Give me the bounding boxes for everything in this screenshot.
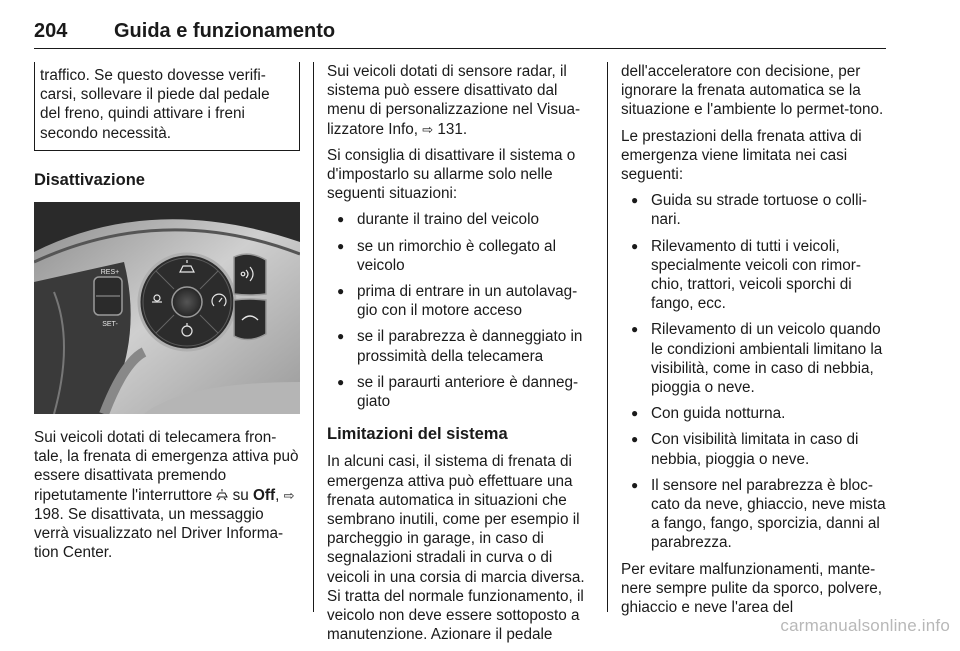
- page-header: [34, 18, 886, 49]
- chapter-title: Guida e funzionamento: [114, 20, 336, 42]
- column-2: [327, 62, 593, 651]
- list-item: ● Rilevamento di un veicolo quando le condizioni ambientali limitano la visibilità, come in caso di nebbia, pioggia o neve.: [621, 320, 889, 397]
- list-item: ● Con guida notturna.: [621, 404, 889, 423]
- continued-note-box: traffico. Se questo dovesse verifi-carsi, sollevare il piede dal pedale del freno, quindi attivare i freni secondo necessità.: [34, 62, 300, 151]
- column-divider-2: [607, 62, 608, 612]
- off-setting: Off: [252, 486, 276, 504]
- list-item: ● durante il traino del veicolo: [327, 210, 593, 229]
- deactivation-paragraph: Sui veicoli dotati di telecamera fron-tale, la frenata di emergenza attiva può essere disattivata premendo ripetutamente l'interruttore su Off, ⇨ 198. Se disattivata, un messaggio verrà visualizzato nel Driver Informa-tion Center.: [34, 429, 299, 562]
- page-number: 204: [34, 20, 68, 42]
- column-divider-1: [313, 62, 314, 612]
- center-button: [172, 287, 202, 317]
- site-watermark: carmanualsonline.info: [780, 616, 950, 635]
- steering-wheel-controls-figure: [34, 202, 300, 414]
- radar-paragraph: Sui veicoli dotati di sensore radar, il sistema può essere disattivato dal menu di personalizzazione nel Visua-lizzatore Info, ⇨ 131.: [327, 63, 581, 138]
- collision-alert-switch-icon: [216, 489, 228, 501]
- set-label: SET-: [102, 321, 118, 329]
- list-item: ● Guida su strade tortuose o colli-nari.: [621, 191, 889, 229]
- list-item: ● se il parabrezza è danneggiato in prossimità della telecamera: [327, 327, 593, 365]
- limitation-cases-list: [621, 191, 889, 552]
- page-ref-198: 198: [34, 505, 60, 523]
- voice-phone-button: [234, 254, 266, 295]
- recommendation-paragraph: Si consiglia di disattivare il sistema o d'impostarlo su allarme solo nelle seguenti situazioni:: [327, 146, 576, 203]
- limitations-paragraph: In alcuni casi, il sistema di frenata di emergenza attiva può effettuare una frenata automatica in situazioni che sembrano inutili, come per esempio il parcheggio in garage, in caso di segnalazioni stradali in curva o di veicoli in una corsia di marcia diversa. Si tratta del normale funzionamento, il veicolo non deve essere sottoposto a manutenzione. Azionare il pedale: [327, 453, 585, 644]
- page-ref-131: 131: [437, 120, 463, 138]
- accelerator-paragraph: dell'acceleratore con decisione, per ignorare la frenata automatica se la situazione e l'ambiente lo permet-tono.: [621, 63, 884, 119]
- deactivation-situations-list: [327, 210, 593, 411]
- list-item: ● se un rimorchio è collegato al veicolo: [327, 237, 593, 275]
- list-item: ● se il paraurti anteriore è danneg-giato: [327, 373, 593, 411]
- res-label: RES+: [100, 269, 120, 277]
- list-item: ● Rilevamento di tutti i veicoli, specialmente veicoli con rimor-chio, trattori, veicoli sporchi di fango, ecc.: [621, 237, 889, 314]
- column-3: [621, 62, 889, 624]
- list-item: ● prima di entrare in un autolavag-gio con il motore acceso: [327, 282, 593, 320]
- section-heading-disattivazione: Disattivazione: [34, 170, 145, 189]
- maintenance-paragraph: Per evitare malfunzionamenti, mante-nere sempre pulite da sporco, polvere, ghiaccio e neve l'area del: [621, 560, 883, 617]
- list-item: ● Il sensore nel parabrezza è bloc-cato da neve, ghiaccio, neve mista a fango, fango, sporcizia, danni al parabrezza.: [621, 476, 889, 553]
- list-item: ● Con visibilità limitata in caso di nebbia, pioggia o neve.: [621, 430, 889, 468]
- section-heading-limitazioni: Limitazioni del sistema: [327, 425, 508, 444]
- phone-end-button: [234, 299, 266, 340]
- page-reference-arrow-icon: ⇨: [422, 121, 434, 137]
- column-1: [34, 62, 300, 569]
- performance-paragraph: Le prestazioni della frenata attiva di emergenza viene limitata nei casi seguenti:: [621, 127, 862, 184]
- page-reference-arrow-icon: ⇨: [283, 487, 295, 503]
